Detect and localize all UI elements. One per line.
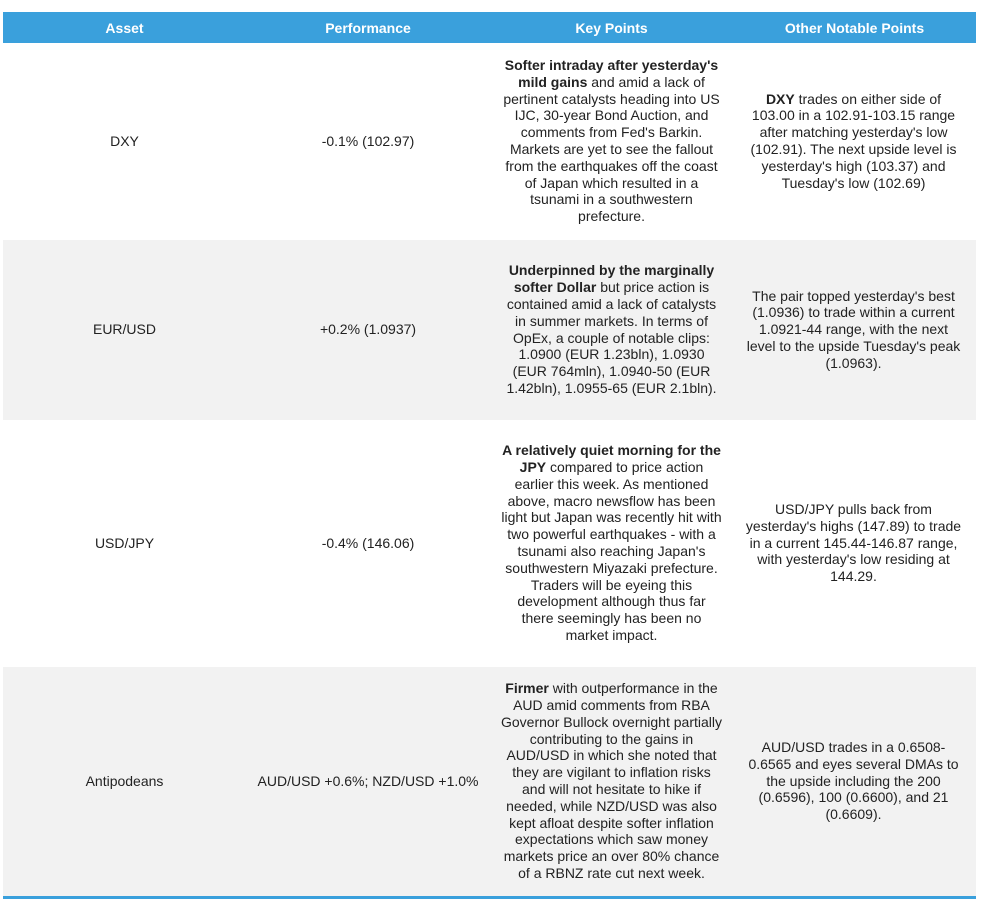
- key-points-text: and amid a lack of pertinent catalysts heading into US IJC, 30-year Bond Auction, and comments from Fed's Barkin. Markets are yet to see the fallout from the earthquakes off the coast of Japan which resulted in a tsunami in a southwestern prefecture.: [503, 73, 720, 225]
- header-performance: Performance: [246, 12, 490, 43]
- table-row-usdjpy: [3, 420, 976, 667]
- other-points-text: trades on either side of 103.00 in a 102.91-103.15 range after matching yesterday's low (102.91). The next upside level is yesterday's high (103.37) and Tuesday's low (102.69): [750, 90, 957, 191]
- performance-cell: -0.1% (102.97): [321, 132, 415, 149]
- other-points-text: AUD/USD trades in a 0.6508-0.6565 and eyes several DMAs to the upside including the 200 (0.6596), 100 (0.6600), and 21 (0.6609).: [748, 739, 959, 823]
- asset-cell: EUR/USD: [3, 240, 246, 420]
- key-points-cell: [490, 420, 733, 667]
- key-points-bold: Underpinned by the marginally softer Dollar: [508, 262, 715, 296]
- other-points-cell: [733, 43, 976, 240]
- key-points-text: but price action is contained amid a lack of catalysts in summer markets. In terms of OpEx, a couple of notable clips: 1.0900 (EUR 1.23bln), 1.0930 (EUR 764mln), 1.0940-50 (EUR 1.42bln), 1.0955-65 (EUR 2.1bln).: [506, 279, 717, 396]
- key-points-cell: [490, 43, 733, 240]
- key-points-bold: Firmer: [505, 680, 549, 697]
- other-points-cell: [733, 240, 976, 420]
- performance-cell: +0.2% (1.0937): [246, 240, 490, 420]
- performance-cell: AUD/USD +0.6%; NZD/USD +1.0%: [246, 667, 490, 896]
- header-other-notable-points: Other Notable Points: [733, 12, 976, 43]
- table-row-eurusd: [3, 240, 976, 420]
- key-points-text: with outperformance in the AUD amid comments from RBA Governor Bullock overnight partially contributing to the gains in AUD/USD in which she noted that they are vigilant to inflation risks and will not hesitate to hike if needed, while NZD/USD was also kept afloat despite softer inflation expectations which saw money markets price an over 80% chance of a RBNZ rate cut next week.: [501, 680, 722, 881]
- other-points-text: The pair topped yesterday's best (1.0936) to trade within a current 1.0921-44 range, with the next level to the upside Tuesday's peak (1.0963).: [746, 287, 961, 371]
- asset-cell: DXY: [110, 132, 139, 149]
- other-points-text: USD/JPY pulls back from yesterday's highs (147.89) to trade in a current 145.44-146.87 range, with yesterday's low residing at 144.29.: [745, 501, 962, 585]
- performance-cell: -0.4% (146.06): [321, 534, 415, 551]
- key-points-bold: A relatively quiet morning for the JPY: [502, 442, 721, 476]
- other-points-bold: DXY: [765, 90, 795, 107]
- key-points-cell: [490, 667, 733, 896]
- key-points-cell: [490, 240, 733, 420]
- key-points-bold: Softer intraday after yesterday's mild gains: [504, 57, 719, 90]
- key-points-text: compared to price action earlier this week. As mentioned above, macro newsflow has been light but Japan was recently hit with two powerful earthquakes - with a tsunami also reaching Japan's southwestern Miyazaki prefecture. Traders will be eyeing this development although thus far there seemingly has been no market impact.: [501, 459, 722, 643]
- asset-cell: USD/JPY: [94, 534, 155, 551]
- header-row: [3, 12, 976, 43]
- table-row-antipodeans: [3, 667, 976, 896]
- table-row-dxy: [3, 43, 976, 240]
- header-key-points: Key Points: [490, 12, 733, 43]
- other-points-cell: [733, 667, 976, 896]
- header-asset: Asset: [3, 12, 246, 43]
- asset-cell: Antipodeans: [3, 667, 246, 896]
- table-bottom-rule: [3, 896, 976, 899]
- other-points-cell: [733, 420, 976, 667]
- fx-table-container: [3, 12, 976, 899]
- fx-table: [3, 12, 976, 896]
